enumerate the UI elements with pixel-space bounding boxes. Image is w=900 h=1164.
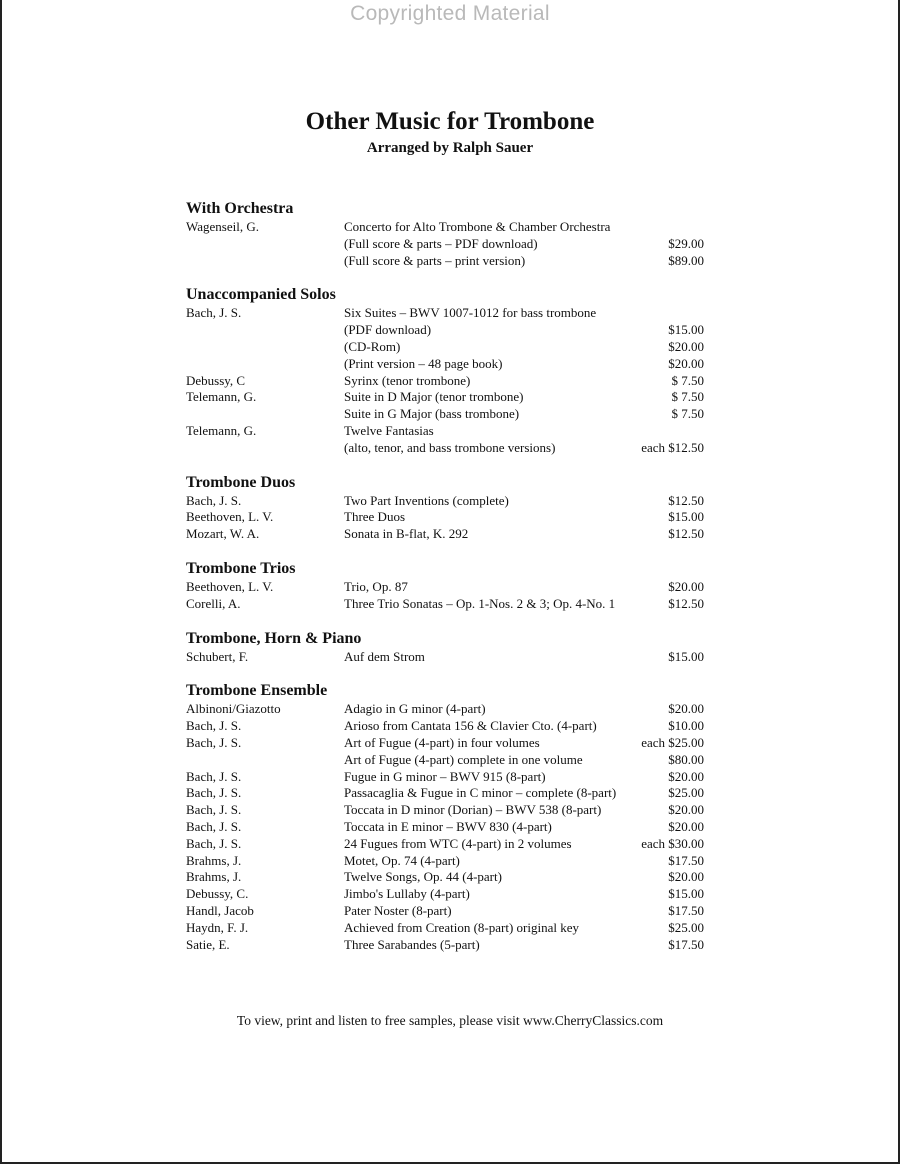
page-subtitle: Arranged by Ralph Sauer: [366, 140, 534, 156]
work-title: Adagio in G minor (4-part): [344, 701, 486, 717]
price: $15.00: [668, 886, 704, 902]
composer-name: Bach, J. S.: [186, 785, 242, 801]
catalog-row: [186, 440, 704, 457]
composer-name: Corelli, A.: [186, 595, 241, 611]
catalog-row: [186, 526, 704, 543]
price: $15.00: [668, 509, 704, 525]
footer-note: To view, print and listen to free samples, please visit www.CherryClassics.com: [236, 1013, 664, 1028]
work-title: Arioso from Cantata 156 & Clavier Cto. (4-part): [344, 718, 597, 734]
work-title: Two Part Inventions (complete): [344, 492, 509, 508]
catalog-section: [186, 199, 704, 269]
composer-name: [186, 406, 344, 423]
price: $20.00: [668, 355, 704, 371]
catalog-row: [186, 389, 704, 406]
work-title: (PDF download): [344, 322, 432, 338]
work-title: Art of Fugue (4-part) in four volumes: [344, 734, 540, 750]
composer-name: [186, 356, 344, 373]
price: $15.00: [668, 322, 704, 338]
catalog-section: [186, 559, 704, 613]
composer-name: Albinoni/Giazotto: [186, 701, 281, 717]
work-title: Pater Noster (8-part): [344, 902, 452, 918]
section-heading: Trombone, Horn & Piano: [186, 629, 362, 647]
composer-name: Bach, J. S.: [186, 492, 242, 508]
composer-name: Mozart, W. A.: [186, 526, 260, 542]
composer-name: Haydn, F. J.: [186, 919, 249, 935]
catalog-row: [186, 579, 704, 596]
catalog-row: [186, 373, 704, 390]
work-title: Art of Fugue (4-part) complete in one volume: [344, 751, 583, 767]
price: $ 7.50: [671, 372, 704, 388]
composer-name: Bach, J. S.: [186, 835, 242, 851]
work-title: Concerto for Alto Trombone & Chamber Orchestra: [344, 219, 611, 234]
composer-name: Bach, J. S.: [186, 768, 242, 784]
catalog-row: [186, 701, 704, 718]
composer-name: [186, 752, 344, 769]
catalog-row: [186, 322, 704, 339]
work-title: 24 Fugues from WTC (4-part) in 2 volumes: [344, 835, 572, 851]
catalog-row: [186, 356, 704, 373]
work-title: Three Sarabandes (5-part): [344, 936, 480, 952]
price: $17.50: [668, 902, 704, 918]
composer-name: [186, 322, 344, 339]
catalog-row: [186, 236, 704, 253]
composer-name: Wagenseil, G.: [186, 219, 259, 234]
work-title: (Full score & parts – PDF download): [344, 235, 538, 251]
composer-name: [186, 236, 344, 253]
composer-name: Satie, E.: [186, 936, 230, 952]
composer-name: Brahms, J.: [186, 852, 242, 868]
composer-name: Bach, J. S.: [186, 305, 242, 321]
composer-name: Beethoven, L. V.: [186, 578, 274, 594]
catalog-row: [186, 869, 704, 886]
price: $89.00: [668, 252, 704, 268]
price: $80.00: [668, 751, 704, 767]
catalog-section: [186, 473, 704, 543]
work-title: Twelve Fantasias: [344, 422, 434, 438]
price: $20.00: [668, 701, 704, 717]
work-title: (alto, tenor, and bass trombone versions): [344, 439, 556, 455]
work-title: (Full score & parts – print version): [344, 252, 526, 268]
price: $10.00: [668, 718, 704, 734]
work-title: Sonata in B-flat, K. 292: [344, 526, 469, 542]
catalog-row: [186, 493, 704, 510]
price: $12.50: [668, 526, 704, 542]
price: $20.00: [668, 802, 704, 818]
price: [664, 423, 704, 440]
catalog-row: [186, 802, 704, 819]
catalog-section: [186, 285, 704, 456]
catalog-row: [186, 735, 704, 752]
catalog-row: [186, 253, 704, 270]
composer-name: Bach, J. S.: [186, 802, 242, 818]
catalog-row: [186, 305, 704, 322]
catalog-row: [186, 886, 704, 903]
catalog-row: [186, 769, 704, 786]
catalog-list: [186, 199, 704, 969]
composer-name: [186, 339, 344, 356]
work-title: (Print version – 48 page book): [344, 355, 503, 371]
price: each $12.50: [641, 439, 704, 455]
work-title: Passacaglia & Fugue in C minor – complete (8-part): [344, 785, 617, 801]
price: $15.00: [668, 648, 704, 664]
catalog-row: [186, 853, 704, 870]
work-title: Suite in D Major (tenor trombone): [344, 389, 524, 405]
work-title: (CD-Rom): [344, 338, 401, 354]
catalog-row: [186, 785, 704, 802]
work-title: Six Suites – BWV 1007-1012 for bass trombone: [344, 305, 597, 321]
price: each $30.00: [641, 835, 704, 851]
composer-name: Telemann, G.: [186, 422, 257, 438]
catalog-row: [186, 836, 704, 853]
section-heading: Trombone Trios: [186, 559, 296, 577]
work-title: Auf dem Strom: [344, 648, 425, 664]
work-title: Toccata in E minor – BWV 830 (4-part): [344, 818, 552, 834]
work-title: Achieved from Creation (8-part) original key: [344, 919, 579, 935]
price: $ 7.50: [671, 406, 704, 422]
price: $29.00: [668, 235, 704, 251]
catalog-row: [186, 903, 704, 920]
composer-name: [186, 253, 344, 270]
catalog-row: [186, 219, 704, 236]
catalog-section: [186, 629, 704, 666]
work-title: Twelve Songs, Op. 44 (4-part): [344, 869, 502, 885]
catalog-row: [186, 752, 704, 769]
watermark: Copyrighted Material: [350, 2, 550, 25]
catalog-row: [186, 649, 704, 666]
composer-name: Handl, Jacob: [186, 902, 254, 918]
work-title: Three Trio Sonatas – Op. 1-Nos. 2 & 3; Op. 4-No. 1: [344, 595, 616, 611]
work-title: Fugue in G minor – BWV 915 (8-part): [344, 768, 546, 784]
composer-name: Beethoven, L. V.: [186, 509, 274, 525]
catalog-row: [186, 718, 704, 735]
composer-name: Bach, J. S.: [186, 818, 242, 834]
price: [664, 219, 704, 236]
work-title: Suite in G Major (bass trombone): [344, 406, 520, 422]
composer-name: Debussy, C.: [186, 886, 249, 902]
catalog-row: [186, 937, 704, 954]
price: $17.50: [668, 852, 704, 868]
composer-name: Telemann, G.: [186, 389, 257, 405]
price: $20.00: [668, 818, 704, 834]
price: $12.50: [668, 595, 704, 611]
price: $12.50: [668, 492, 704, 508]
work-title: Syrinx (tenor trombone): [344, 372, 471, 388]
work-title: Motet, Op. 74 (4-part): [344, 852, 460, 868]
composer-name: Brahms, J.: [186, 869, 242, 885]
composer-name: Schubert, F.: [186, 648, 249, 664]
catalog-row: [186, 819, 704, 836]
price: $20.00: [668, 338, 704, 354]
catalog-row: [186, 596, 704, 613]
work-title: Jimbo's Lullaby (4-part): [344, 886, 470, 902]
price: $25.00: [668, 919, 704, 935]
page-title: Other Music for Trombone: [305, 108, 595, 135]
catalog-row: [186, 423, 704, 440]
price: $25.00: [668, 785, 704, 801]
catalog-row: [186, 339, 704, 356]
price: $20.00: [668, 869, 704, 885]
work-title: Toccata in D minor (Dorian) – BWV 538 (8-part): [344, 802, 602, 818]
catalog-row: [186, 920, 704, 937]
composer-name: Debussy, C: [186, 372, 246, 388]
section-heading: With Orchestra: [186, 200, 294, 217]
composer-name: [186, 440, 344, 457]
price: [664, 305, 704, 322]
section-heading: Trombone Ensemble: [186, 682, 328, 700]
section-heading: Trombone Duos: [186, 473, 296, 491]
price: $17.50: [668, 936, 704, 952]
composer-name: Bach, J. S.: [186, 734, 242, 750]
price: $20.00: [668, 578, 704, 594]
catalog-row: [186, 406, 704, 423]
catalog-section: [186, 681, 704, 953]
price: $ 7.50: [671, 389, 704, 405]
price: each $25.00: [641, 734, 704, 750]
work-title: Three Duos: [344, 509, 406, 525]
price: $20.00: [668, 768, 704, 784]
work-title: Trio, Op. 87: [344, 578, 408, 594]
composer-name: Bach, J. S.: [186, 718, 242, 734]
section-heading: Unaccompanied Solos: [186, 286, 336, 304]
catalog-row: [186, 509, 704, 526]
